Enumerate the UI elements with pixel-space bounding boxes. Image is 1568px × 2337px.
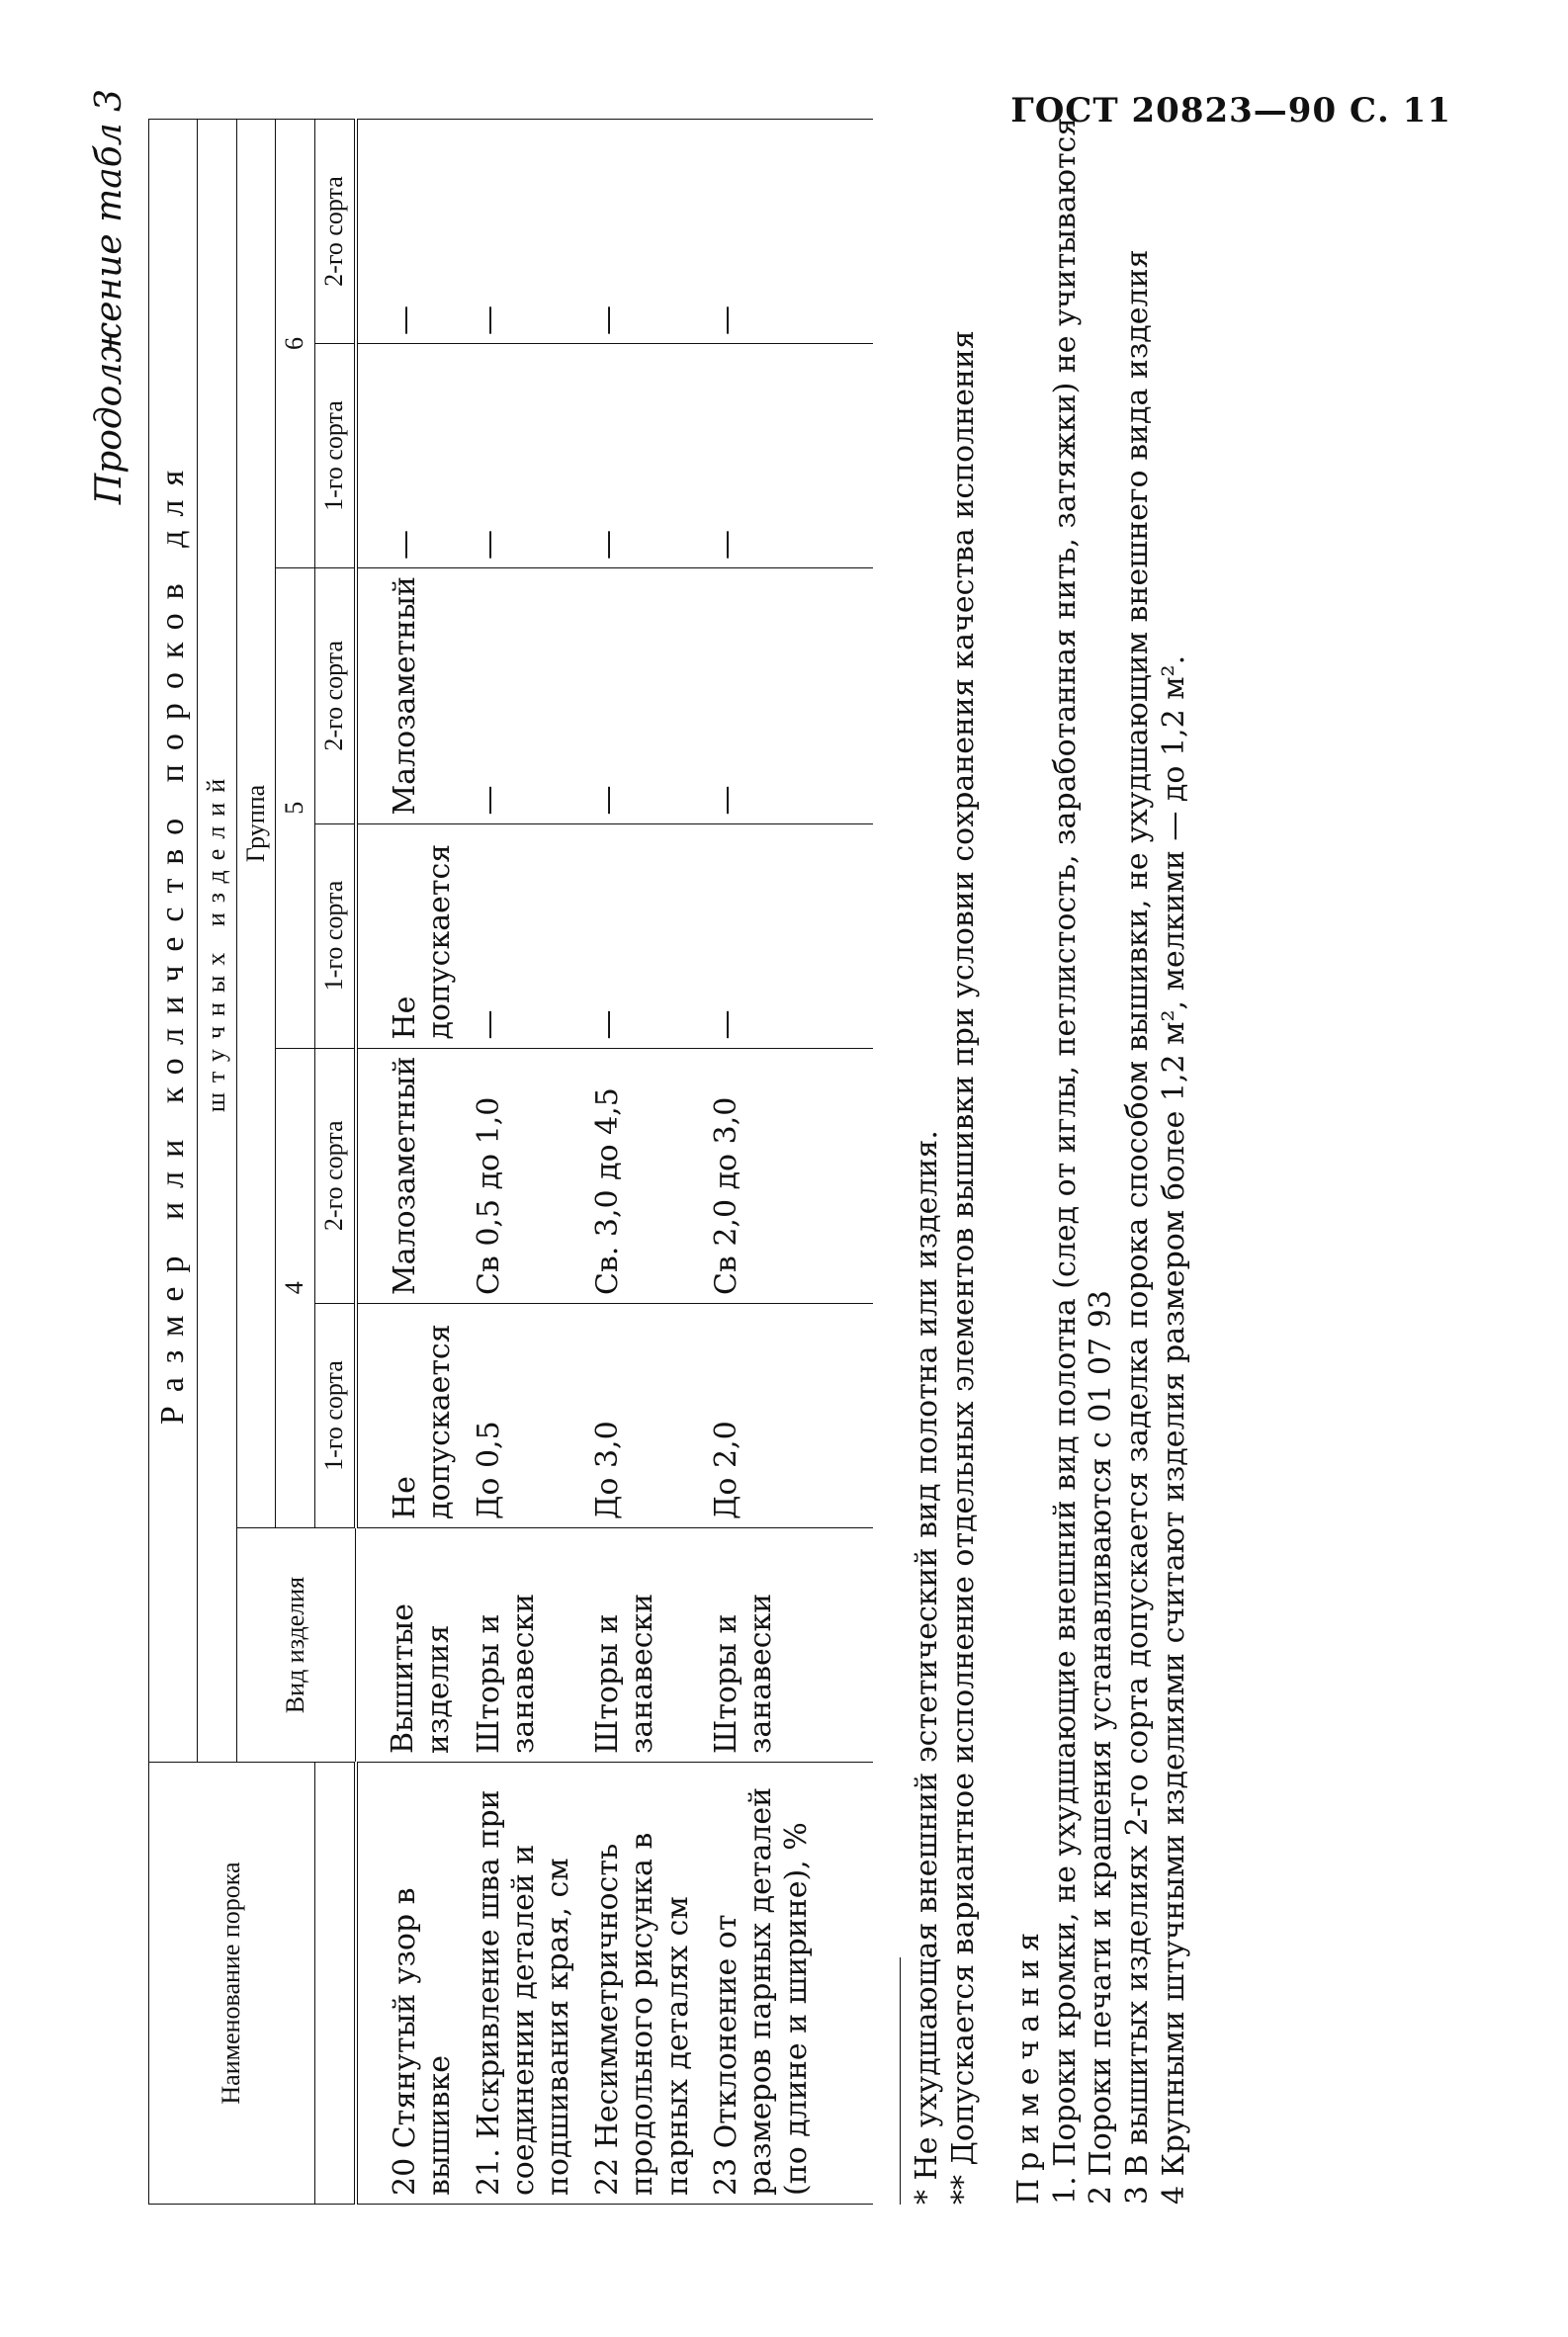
defect-name: 21. Искривление шва при соединении деталей и подшивания края, см xyxy=(462,1763,580,2205)
value-g5-2: — xyxy=(699,568,873,824)
footnotes-and-notes xyxy=(910,99,1192,2205)
table-row xyxy=(462,120,580,2205)
value-g6-1: — xyxy=(462,344,580,568)
value-g4-1: До 2,0 xyxy=(699,1304,873,1528)
value-g5-2: — xyxy=(462,568,580,824)
value-g6-1: — xyxy=(356,344,462,568)
defects-table xyxy=(148,119,873,2205)
value-g4-2: Малозаметный xyxy=(356,1048,462,1304)
item-kind: Шторы и занавески xyxy=(580,1528,699,1763)
table-row xyxy=(699,120,873,2205)
footnote-double-star: ** Допускается вариантное исполнение отдельных элементов вышивки при условии сохранения качества исполнения xyxy=(945,330,981,2205)
note-item: 2 Пороки печати и крашения устанавливаются с 01 07 93 xyxy=(1084,1290,1119,2205)
header-group-6: 6 xyxy=(276,120,315,568)
value-g6-2: — xyxy=(580,120,699,344)
page-header: ГОСТ 20823—90 С. 11 xyxy=(1010,91,1451,130)
value-g4-1: До 0,5 xyxy=(462,1304,580,1528)
value-g6-2: — xyxy=(462,120,580,344)
header-grade: 1-го сорта xyxy=(315,823,356,1048)
header-grade: 2-го сорта xyxy=(315,568,356,824)
value-g4-2: Св 2,0 до 3,0 xyxy=(699,1048,873,1304)
header-defect-name-cont xyxy=(315,1763,356,2205)
header-grade: 2-го сорта xyxy=(315,120,356,344)
header-group-5: 5 xyxy=(276,568,315,1049)
header-size-or-count: Размер или количество пороков для xyxy=(149,120,198,1763)
value-g5-2: — xyxy=(580,568,699,824)
header-item-kind: Вид изделия xyxy=(236,1528,356,1763)
value-g4-1: До 3,0 xyxy=(580,1304,699,1528)
note-item: 3 В вышитых изделиях 2-го сорта допускается заделка порока способом вышивки, не ухудшающим внешнего вида изделия xyxy=(1119,249,1155,2205)
header-grade: 2-го сорта xyxy=(315,1048,356,1304)
item-kind: Шторы и занавески xyxy=(462,1528,580,1763)
notes-heading: Примечания xyxy=(1011,1924,1047,2205)
value-g4-1: Не допускается xyxy=(356,1304,462,1528)
header-piece-items: штучных изделий xyxy=(198,120,237,1763)
value-g6-1: — xyxy=(580,344,699,568)
value-g6-2: — xyxy=(356,120,462,344)
value-g5-1: — xyxy=(580,823,699,1048)
value-g5-1: — xyxy=(699,823,873,1048)
item-kind: Шторы и занавески xyxy=(699,1528,873,1763)
note-item: 4 Крупными штучными изделиями считают изделия размером более 1,2 м², мелкими — до 1,2 м². xyxy=(1156,654,1191,2205)
table-row xyxy=(580,120,699,2205)
value-g4-2: Св. 3,0 до 4,5 xyxy=(580,1048,699,1304)
header-grade: 1-го сорта xyxy=(315,1304,356,1528)
value-g5-1: Не допускается xyxy=(356,823,462,1048)
table-title: Продолжение табл 3 xyxy=(89,89,130,505)
table-row xyxy=(356,120,462,2205)
defect-name: 22 Несимметричность продольного рисунка в парных деталях см xyxy=(580,1763,699,2205)
value-g5-2: Малозаметный xyxy=(356,568,462,824)
value-g4-2: Св 0,5 до 1,0 xyxy=(462,1048,580,1304)
header-group-4: 4 xyxy=(276,1048,315,1528)
note-item: 1. Пороки кромки, не ухудшающие внешний вид полотна (след от иглы, петлистость, заработанная нить, затяжки) не учитываются xyxy=(1047,117,1083,2205)
header-grade: 1-го сорта xyxy=(315,344,356,568)
header-group: Группа xyxy=(236,120,276,1528)
value-g6-2: — xyxy=(699,120,873,344)
rotated-table-block xyxy=(89,49,1453,2205)
header-defect-name: Наименование порока xyxy=(149,1763,315,2205)
value-g6-1: — xyxy=(699,344,873,568)
item-kind: Вышитые изделия xyxy=(356,1528,462,1763)
defect-name: 23 Отклонение от размеров парных деталей (по длине и ширине), % xyxy=(699,1763,873,2205)
footnote-star: * Не ухудшающая внешний эстетический вид полотна или изделия. xyxy=(910,1130,944,2205)
defect-name: 20 Стянутый узор в вышивке xyxy=(356,1763,462,2205)
value-g5-1: — xyxy=(462,823,580,1048)
footnote-rule xyxy=(900,1957,901,2205)
